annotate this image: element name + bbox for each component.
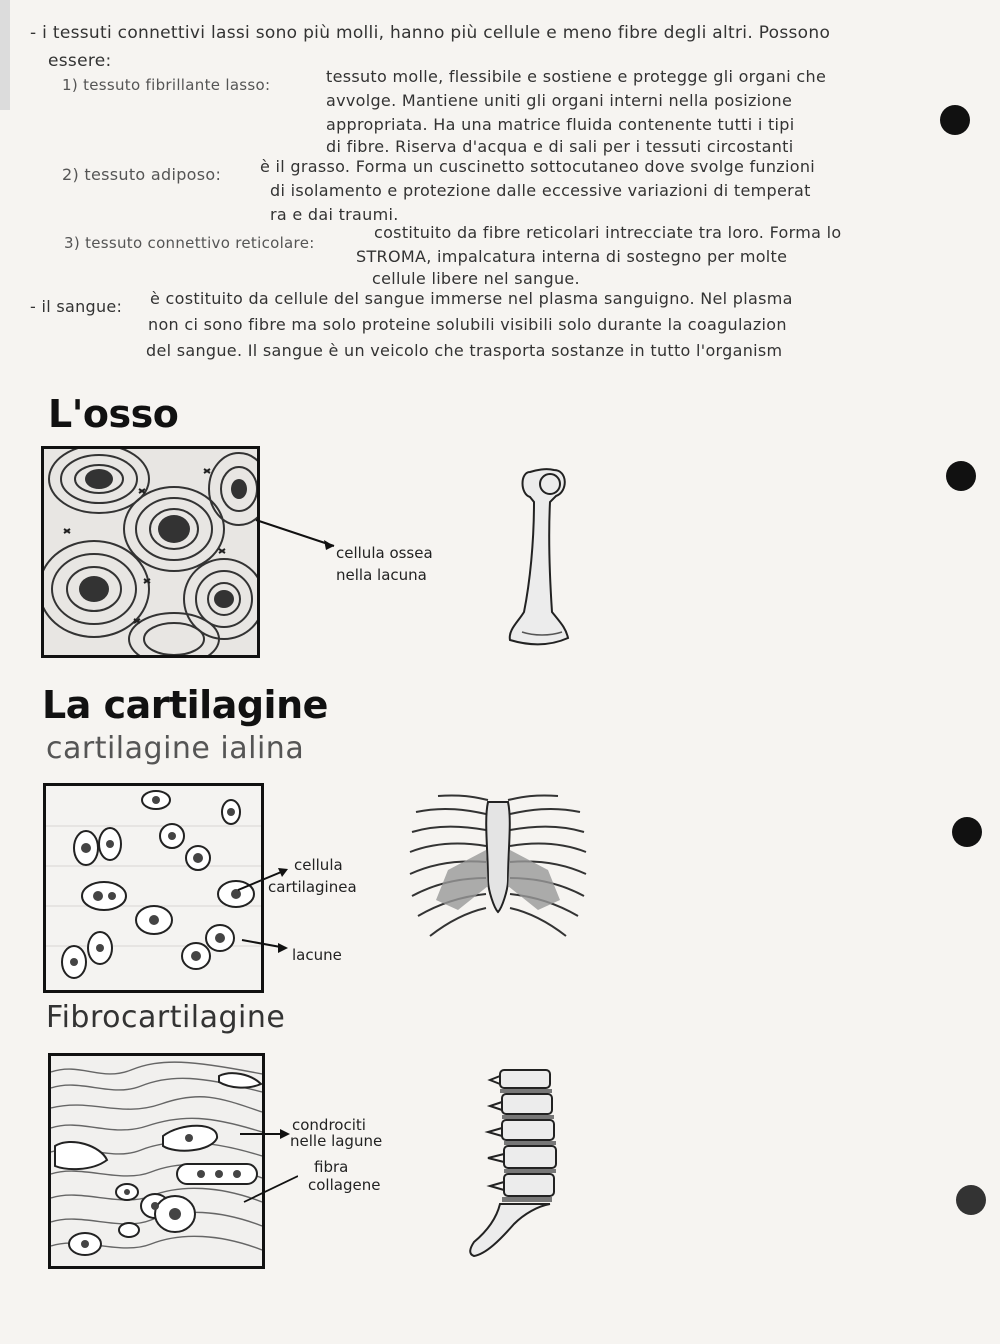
spine-illustration-icon (460, 1064, 560, 1258)
ribcage-illustration-icon (408, 790, 588, 950)
fibrocartilage-label-2-line-1: fibra (314, 1158, 349, 1176)
blood-line-1: è costituito da cellule del sangue immerse nel plasma sanguigno. Nel plasma (150, 289, 793, 308)
tissue-1-line-1: tessuto molle, flessibile e sostiene e protegge gli organi che (326, 67, 827, 86)
tissue-3-line-1: costituito da fibre reticolari intrecciate tra loro. Forma lo (374, 223, 842, 242)
hyaline-label-1-line-2: cartilaginea (268, 878, 357, 896)
bone-label-line-1: cellula ossea (336, 544, 433, 562)
tissue-3-line-2: STROMA, impalcatura interna di sostegno per molte (356, 247, 788, 266)
blood-title: - il sangue: (30, 297, 123, 316)
tissue-1-line-2: avvolge. Mantiene uniti gli organi interni nella posizione (326, 91, 793, 110)
tissue-1-line-4: di fibre. Riserva d'acqua e di sali per i tessuti circostanti (326, 137, 794, 156)
fibrocartilage-label-2-line-2: collagene (308, 1176, 381, 1194)
punch-hole (956, 1185, 986, 1215)
blood-line-2: non ci sono fibre ma solo proteine solubili visibili solo durante la coagulazion (148, 315, 787, 334)
fibrocartilage-label-pointers (238, 1120, 298, 1210)
bone-heading: L'osso (48, 392, 179, 436)
notes-line-2: essere: (48, 51, 112, 71)
cartilage-heading: La cartilagine (42, 683, 328, 727)
punch-hole (952, 817, 982, 847)
fibrocartilage-label-1-line-2: nelle lagune (290, 1132, 383, 1150)
blood-line-3: del sangue. Il sangue è un veicolo che trasporta sostanze in tutto l'organism (146, 341, 783, 360)
hyaline-label-2: lacune (292, 946, 342, 964)
fibrocartilage-label-1-line-1: condrociti (292, 1116, 366, 1134)
tissue-2-title: 2) tessuto adiposo: (62, 165, 222, 184)
notes-line-1: - i tessuti connettivi lassi sono più molli, hanno più cellule e meno fibre degli altri. Possono (30, 23, 831, 43)
tissue-1-line-3: appropriata. Ha una matrice fluida contenente tutti i tipi (326, 115, 795, 134)
bone-micrograph (41, 446, 260, 658)
tissue-2-line-3: ra e dai traumi. (270, 205, 399, 224)
bone-illustration-icon (500, 462, 580, 652)
punch-hole (946, 461, 976, 491)
page-edge-shadow (0, 0, 10, 110)
fibrocartilage-heading: Fibrocartilagine (46, 1000, 286, 1035)
hyaline-heading: cartilagine ialina (46, 731, 305, 766)
tissue-2-line-1: è il grasso. Forma un cuscinetto sottocutaneo dove svolge funzioni (260, 157, 816, 176)
fibrocartilage-micrograph (48, 1053, 265, 1269)
hyaline-label-1-line-1: cellula (294, 856, 343, 874)
tissue-3-line-3: cellule libere nel sangue. (372, 269, 580, 288)
tissue-2-line-2: di isolamento e protezione dalle eccessive variazioni di temperat (270, 181, 811, 200)
tissue-3-title: 3) tessuto connettivo reticolare: (64, 234, 315, 252)
hyaline-label-pointers (236, 860, 296, 970)
bone-label-line-2: nella lacuna (336, 566, 427, 584)
tissue-1-title: 1) tessuto fibrillante lasso: (62, 76, 271, 94)
hyaline-micrograph (43, 783, 264, 993)
punch-hole (940, 105, 970, 135)
bone-label-pointer (254, 510, 344, 560)
